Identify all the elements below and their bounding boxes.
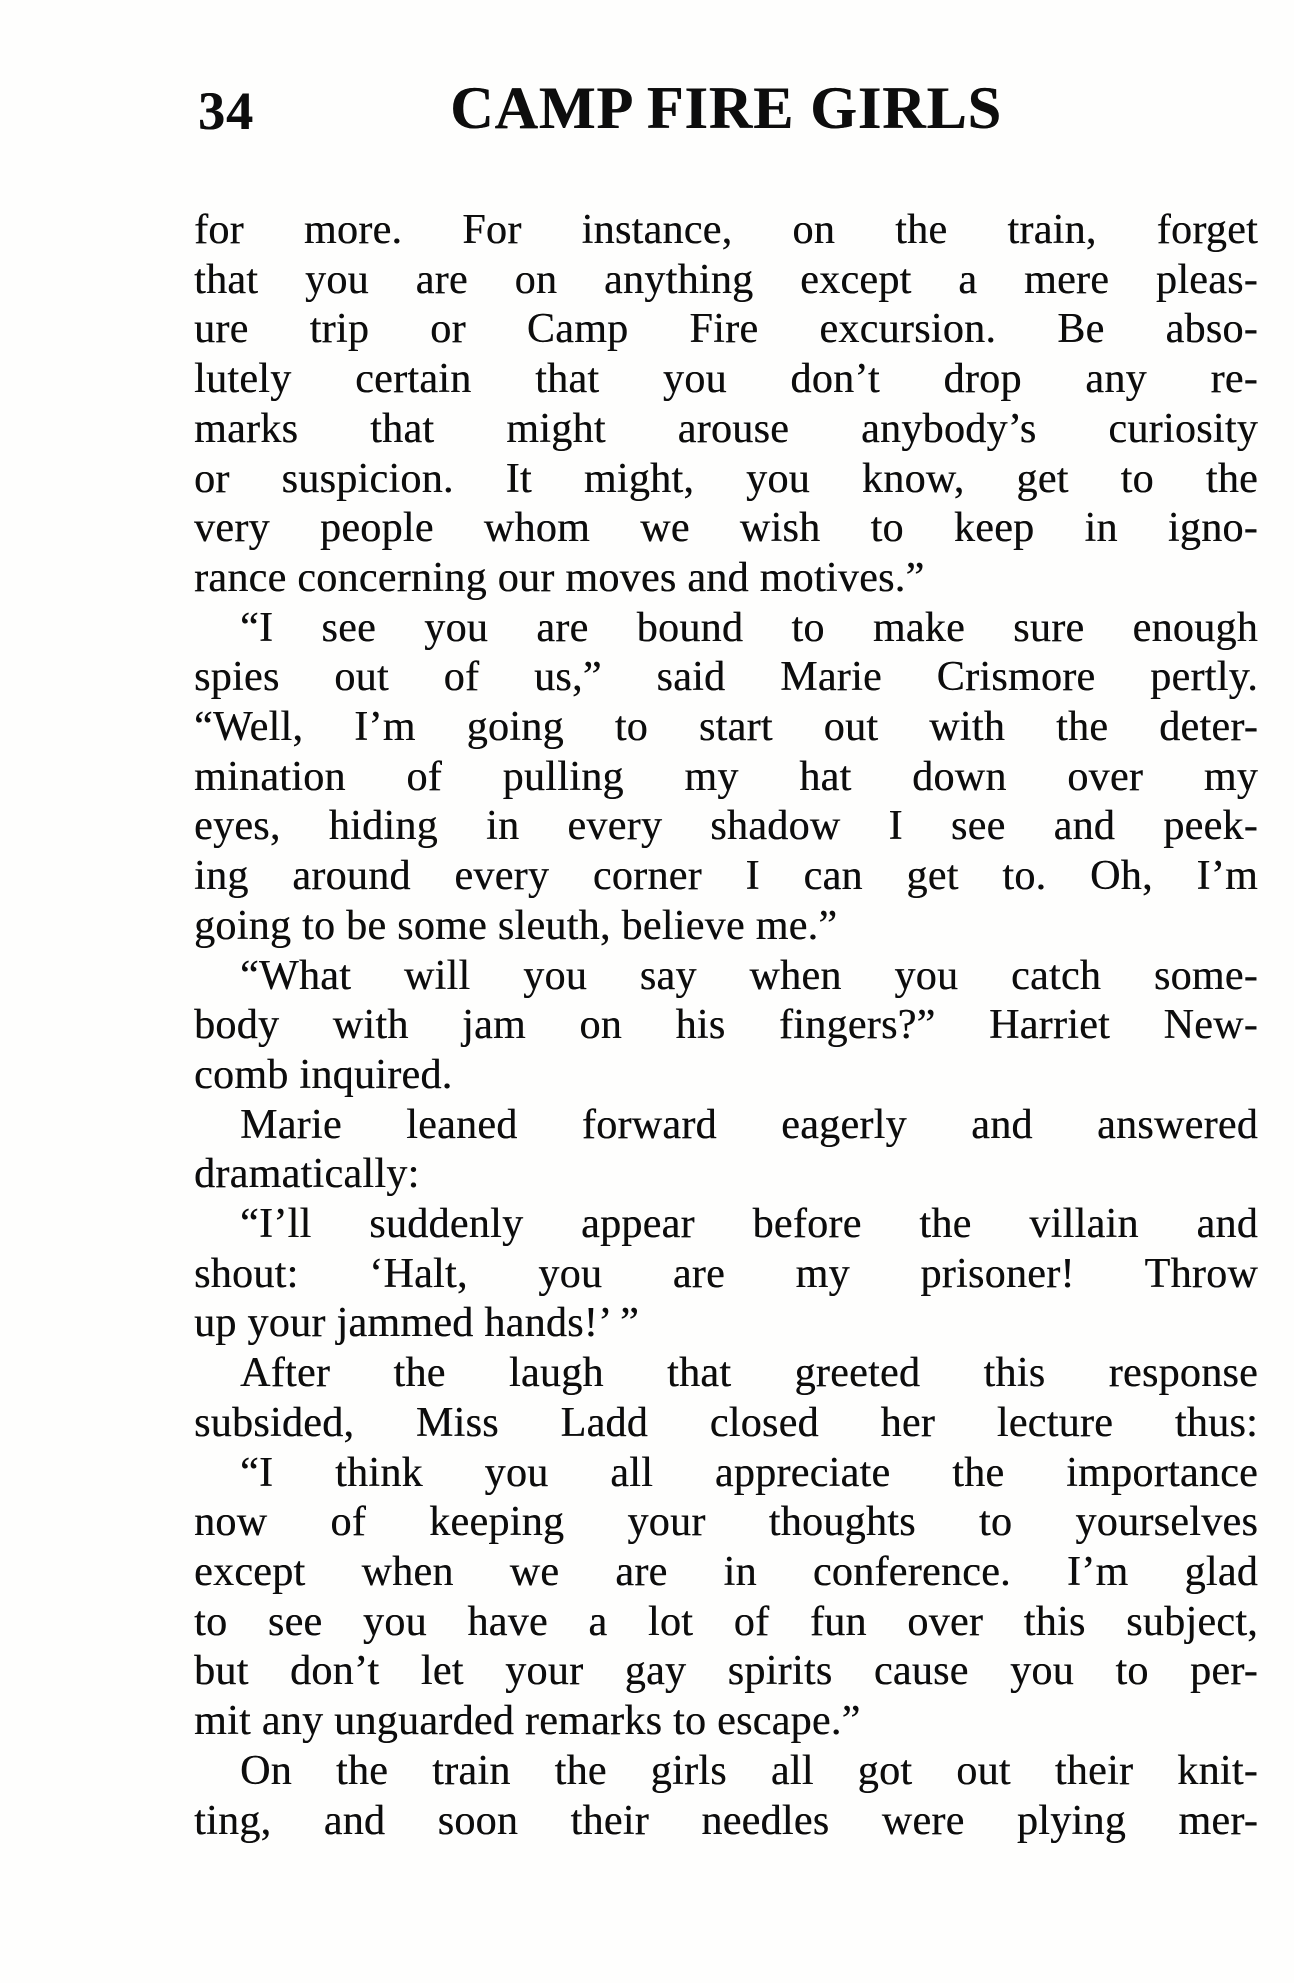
text-line: up your jammed hands!’ ” [194,1300,639,1347]
text-line: or suspicion. It might, you know, get to the [194,455,1258,502]
text-line: lutely certain that you don’t drop any re- [194,356,1258,403]
text-line: “I see you are bound to make sure enough [240,604,1258,651]
paragraph [194,604,1258,952]
paragraph [194,1747,1258,1846]
page-body [194,206,1258,1846]
text-line: ing around every corner I can get to. Oh, I’m [194,853,1258,900]
text-line: mination of pulling my hat down over my [194,753,1258,800]
text-line: body with jam on his fingers?” Harriet New- [194,1002,1258,1049]
text-line: “I’ll suddenly appear before the villain and [240,1201,1258,1248]
paragraph [194,1349,1258,1448]
text-line: mit any unguarded remarks to escape.” [194,1698,861,1745]
text-line: very people whom we wish to keep in igno- [194,505,1258,552]
paragraph [194,1200,1258,1349]
text-line: ting, and soon their needles were plying mer- [194,1797,1258,1844]
page-header [194,74,1258,141]
page-number: 34 [198,81,254,141]
text-line: but don’t let your gay spirits cause you to per- [194,1648,1258,1695]
text-line: marks that might arouse anybody’s curiosity [194,405,1258,452]
text-line: dramatically: [194,1151,420,1198]
text-line: except when we are in conference. I’m glad [194,1548,1258,1595]
paragraph [194,206,1258,604]
text-line: eyes, hiding in every shadow I see and peek- [194,803,1258,850]
text-line: to see you have a lot of fun over this subject, [194,1598,1258,1645]
paragraph [194,952,1258,1101]
text-line: shout: ‘Halt, you are my prisoner! Throw [194,1250,1258,1297]
text-line: that you are on anything except a mere pleas- [194,256,1258,303]
text-line: “I think you all appreciate the importance [240,1449,1258,1496]
text-line: On the train the girls all got out their knit- [240,1747,1258,1794]
text-line: After the laugh that greeted this response [240,1350,1258,1397]
text-line: for more. For instance, on the train, forget [194,207,1258,253]
text-line: rance concerning our moves and motives.” [194,554,925,601]
text-line: ure trip or Camp Fire excursion. Be abso- [194,306,1258,353]
text-line: “Well, I’m going to start out with the deter- [194,704,1258,751]
running-title: CAMP FIRE GIRLS [450,75,1002,141]
paragraph [194,1101,1258,1200]
text-line: going to be some sleuth, believe me.” [194,902,838,949]
text-line: “What will you say when you catch some- [240,952,1258,999]
paragraph [194,1449,1258,1747]
text-line: spies out of us,” said Marie Crismore pertly. [194,654,1258,701]
text-line: Marie leaned forward eagerly and answered [240,1101,1258,1148]
text-line: now of keeping your thoughts to yourselves [194,1499,1258,1546]
text-line: subsided, Miss Ladd closed her lecture thus: [194,1399,1258,1446]
text-line: comb inquired. [194,1051,453,1098]
